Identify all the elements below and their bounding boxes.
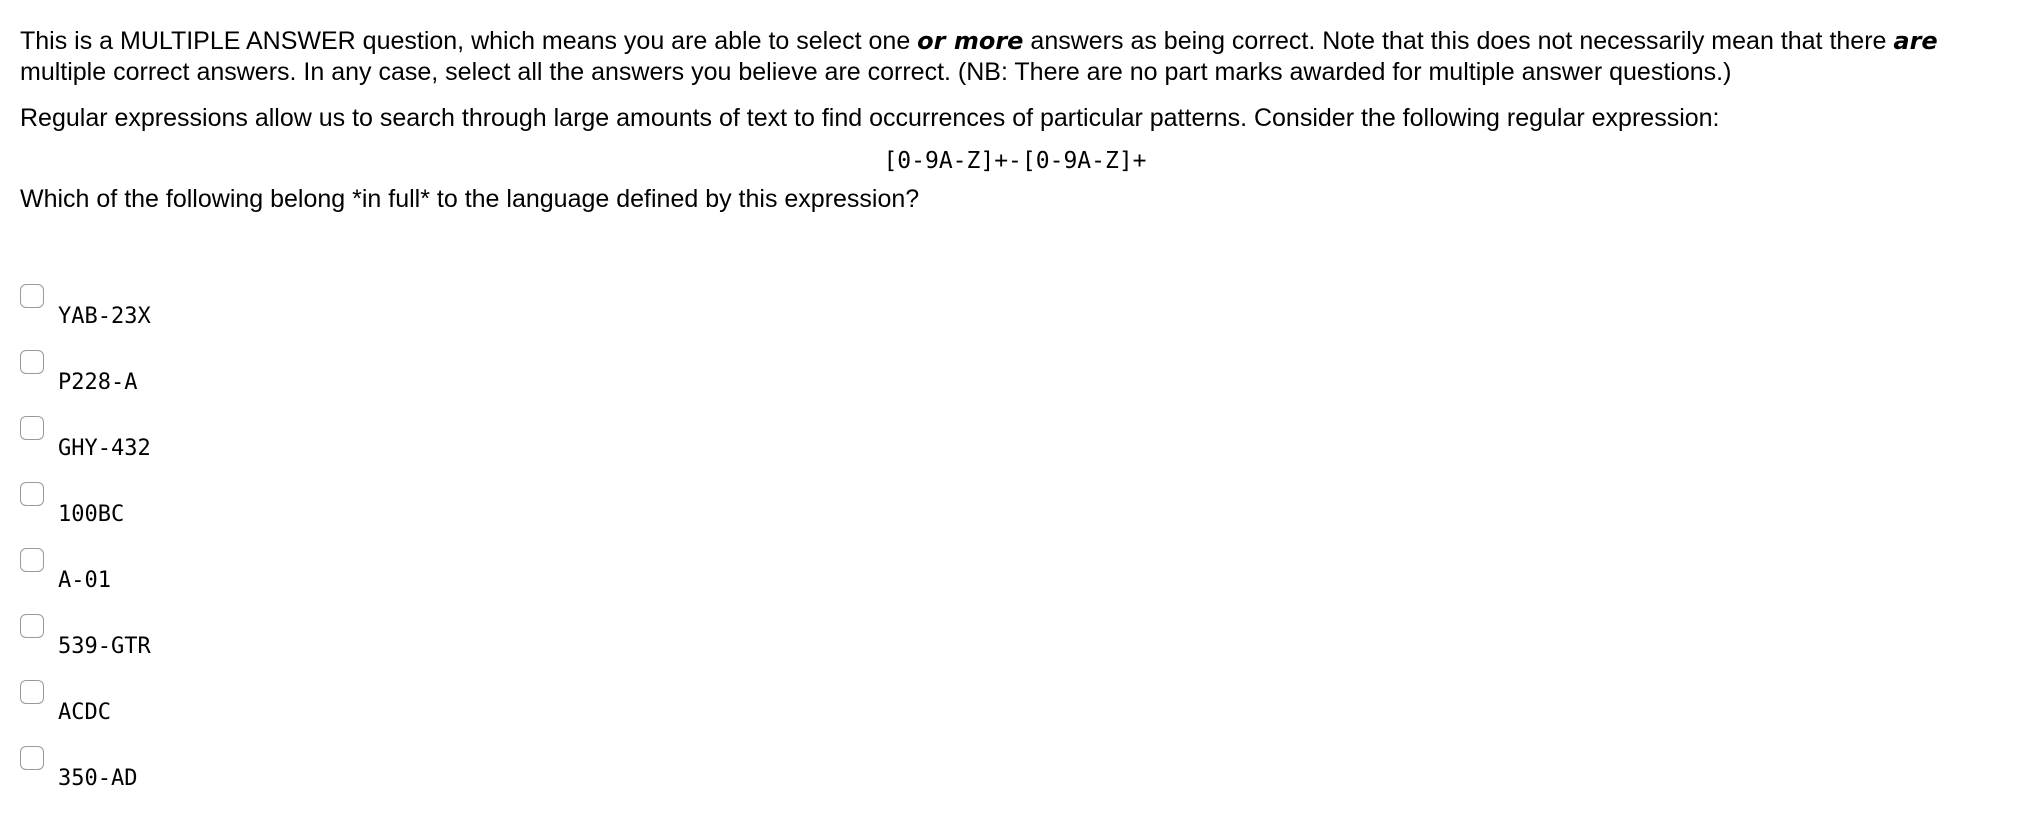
- instructions-part-2: answers as being correct. Note that this does not necessarily mean that there: [1023, 27, 1894, 55]
- answer-checkbox[interactable]: [20, 284, 44, 308]
- instructions-emphasis-are: are: [1893, 27, 1938, 55]
- answer-checkbox[interactable]: [20, 482, 44, 506]
- answer-option[interactable]: [20, 746, 420, 812]
- answer-label[interactable]: YAB-23X: [58, 304, 151, 329]
- instructions-part-1: This is a MULTIPLE ANSWER question, which means you are able to select one: [20, 27, 918, 55]
- answer-option[interactable]: [20, 482, 420, 548]
- answer-checkbox[interactable]: [20, 350, 44, 374]
- answer-option[interactable]: [20, 284, 420, 350]
- answer-label[interactable]: P228-A: [58, 370, 138, 395]
- answer-option[interactable]: [20, 548, 420, 614]
- answer-label[interactable]: GHY-432: [58, 436, 151, 461]
- answer-checkbox[interactable]: [20, 746, 44, 770]
- answer-label[interactable]: 100BC: [58, 502, 125, 527]
- answer-option[interactable]: [20, 416, 420, 482]
- question-context: Regular expressions allow us to search through large amounts of text to find occurrences of particular patterns. Consider the following regular expression:: [20, 104, 1720, 132]
- question-prompt: Which of the following belong *in full* to the language defined by this expression?: [20, 185, 920, 213]
- answer-checkbox[interactable]: [20, 416, 44, 440]
- answer-label[interactable]: ACDC: [58, 700, 111, 725]
- instructions-emphasis-or-more: or more: [917, 27, 1024, 55]
- instructions-part-3: multiple correct answers. In any case, select all the answers you believe are correct. (NB: There are no part marks awarded for multiple answer questions.): [20, 58, 1732, 86]
- answer-options: [20, 284, 420, 812]
- answer-checkbox[interactable]: [20, 614, 44, 638]
- answer-label[interactable]: 350-AD: [58, 766, 138, 791]
- answer-checkbox[interactable]: [20, 680, 44, 704]
- answer-checkbox[interactable]: [20, 548, 44, 572]
- answer-label[interactable]: A-01: [58, 568, 111, 593]
- instructions-text: [20, 26, 2010, 88]
- answer-option[interactable]: [20, 350, 420, 416]
- answer-option[interactable]: [20, 614, 420, 680]
- question-content: [20, 26, 2010, 215]
- answer-option[interactable]: [20, 680, 420, 746]
- answer-label[interactable]: 539-GTR: [58, 634, 151, 659]
- regular-expression: [0-9A-Z]+-[0-9A-Z]+: [883, 148, 1147, 174]
